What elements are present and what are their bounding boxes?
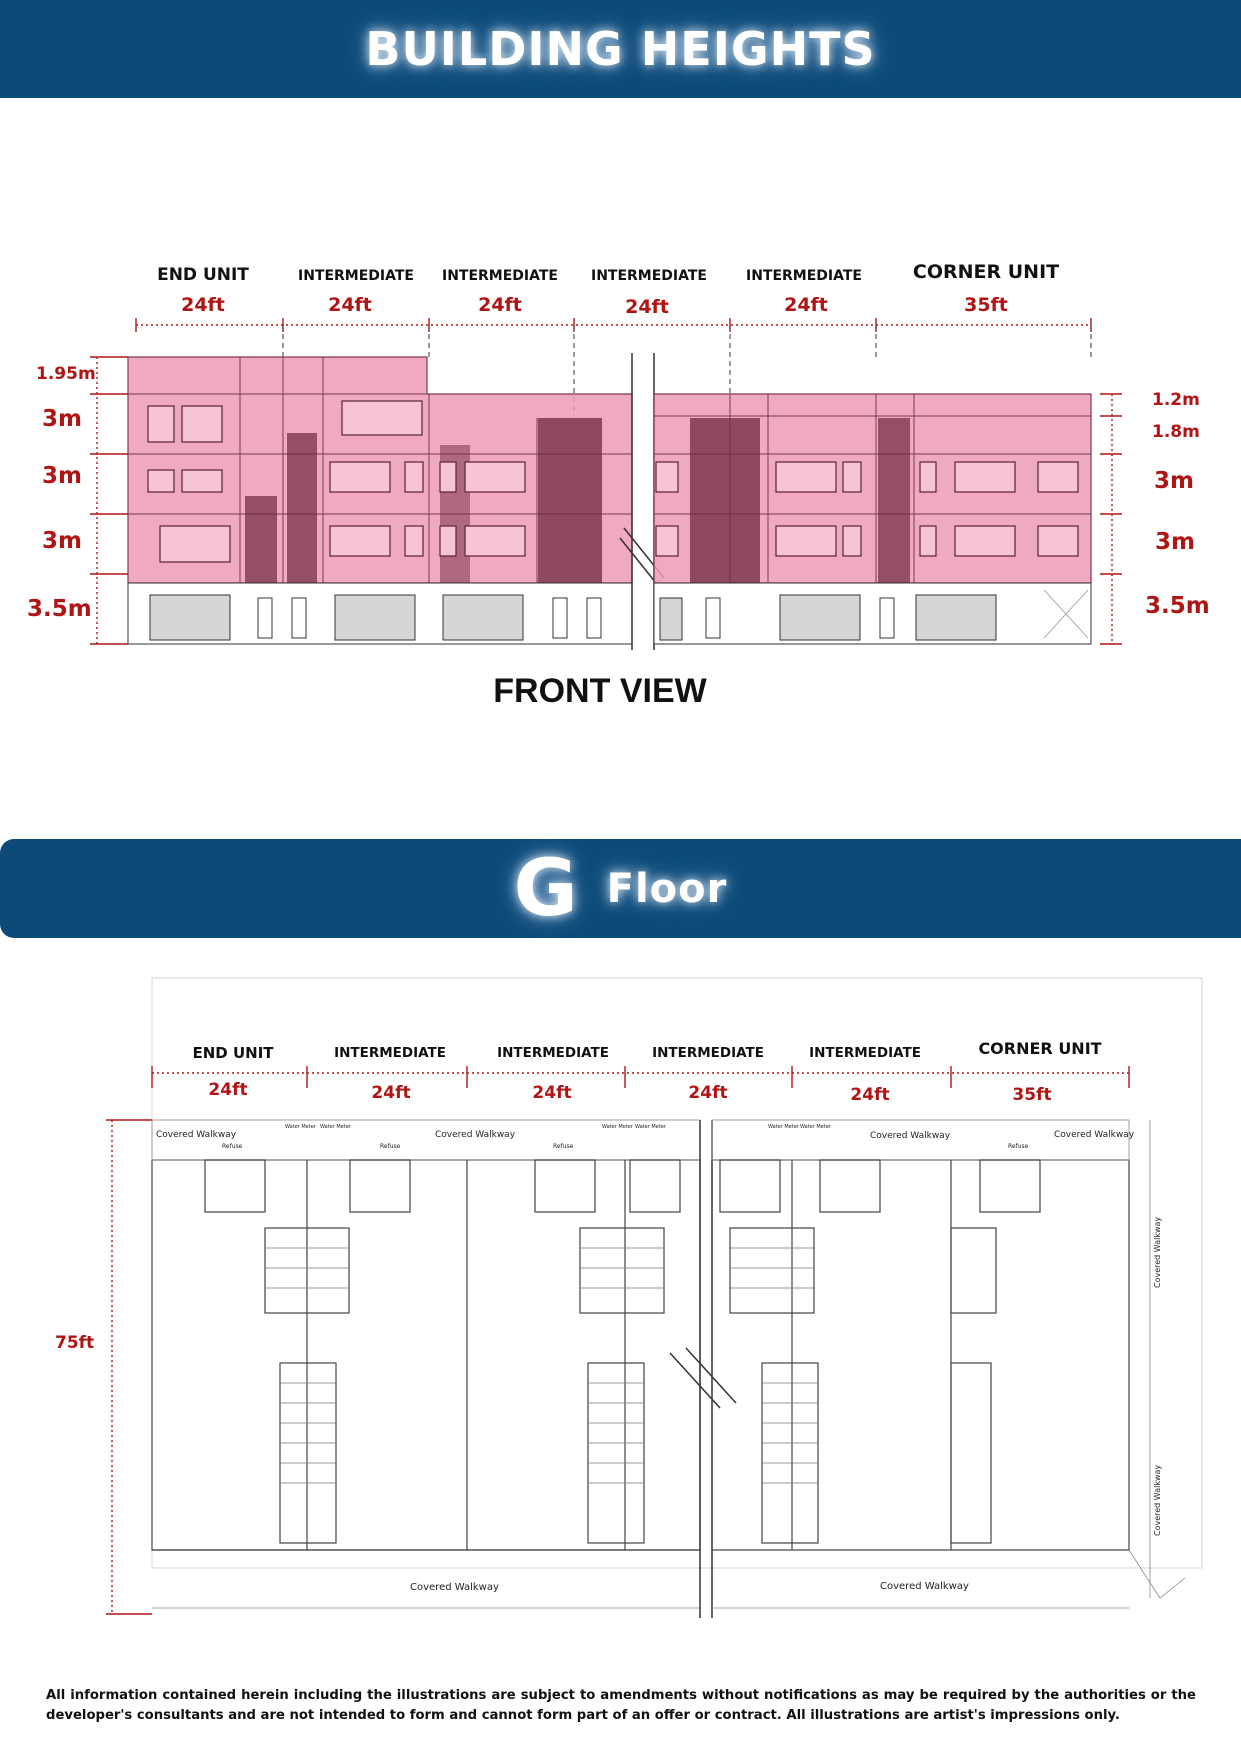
plan-unit-label-1: END UNIT: [192, 1044, 274, 1062]
plan-width-dimension-line: [152, 1066, 1129, 1088]
elev-left-height-5: 3.5m: [27, 596, 92, 622]
elev-unit-width-3: 24ft: [478, 294, 522, 316]
water-meter-label-1: Water Meter: [285, 1124, 316, 1130]
elev-facade-left: [128, 357, 632, 644]
elev-left-height-dimension: [90, 357, 128, 644]
plan-unit-label-2: INTERMEDIATE: [334, 1045, 446, 1061]
elev-facade-right: [654, 394, 1091, 644]
elev-unit-width-5: 24ft: [784, 294, 828, 316]
elev-right-height-2: 1.8m: [1152, 422, 1200, 442]
plan-unit-width-1: 24ft: [208, 1080, 248, 1100]
elev-unit-width-4: 24ft: [625, 296, 669, 318]
elev-unit-label-2: INTERMEDIATE: [297, 268, 415, 284]
covered-walkway-label-3: Covered Walkway: [870, 1131, 951, 1141]
building-heights-banner: [0, 0, 1241, 98]
plan-sheet-border: [152, 978, 1202, 1568]
refuse-label-1: Refuse: [222, 1143, 243, 1150]
g-floor-plan-drawing: [0, 938, 1241, 1678]
elev-right-height-1: 1.2m: [1152, 390, 1200, 410]
elev-left-height-4: 3m: [42, 528, 82, 554]
covered-walkway-label-6: Covered Walkway: [880, 1581, 969, 1592]
floor-letter: G: [513, 843, 579, 934]
plan-unit-width-5: 24ft: [850, 1085, 890, 1105]
elev-right-height-3: 3m: [1154, 468, 1194, 494]
covered-walkway-label-vert-1: Covered Walkway: [1153, 1216, 1162, 1288]
refuse-label-3: Refuse: [553, 1143, 574, 1150]
covered-walkway-label-2: Covered Walkway: [435, 1130, 516, 1140]
plan-block-left: [152, 1120, 700, 1608]
elev-unit-width-1: 24ft: [181, 294, 225, 316]
floor-title: Floor: [606, 865, 728, 912]
plan-depth-label: 75ft: [55, 1333, 95, 1353]
elev-unit-label-6: CORNER UNIT: [912, 261, 1060, 283]
plan-unit-label-4: INTERMEDIATE: [652, 1045, 764, 1061]
water-meter-label-4: Water Meter: [635, 1124, 666, 1130]
plan-unit-label-3: INTERMEDIATE: [497, 1045, 609, 1061]
water-meter-label-2: Water Meter: [320, 1124, 351, 1130]
elev-left-height-3: 3m: [42, 463, 82, 489]
plan-block-right: [712, 1120, 1185, 1608]
disclaimer-text: All information contained herein including the illustrations are subject to amendments without notifications as may be required by the authorities or the developer's consultants and are not intended to form and cannot form part of an offer or contract. All illustrations are artist's impressions only.: [46, 1688, 1196, 1723]
banner-title: BUILDING HEIGHTS: [365, 22, 876, 76]
elev-left-height-2: 3m: [42, 406, 82, 432]
refuse-label-4: Refuse: [1008, 1143, 1029, 1150]
water-meter-label-6: Water Meter: [800, 1124, 831, 1130]
plan-unit-width-4: 24ft: [688, 1083, 728, 1103]
water-meter-label-3: Water Meter: [602, 1124, 633, 1130]
elev-unit-width-2: 24ft: [328, 294, 372, 316]
plan-unit-label-6: CORNER UNIT: [978, 1039, 1102, 1058]
covered-walkway-label-5: Covered Walkway: [410, 1582, 499, 1593]
plan-depth-dimension-line: [106, 1120, 152, 1614]
elev-unit-label-1: END UNIT: [157, 265, 249, 285]
front-view-title: FRONT VIEW: [493, 672, 707, 710]
elev-right-height-dimension: [1100, 394, 1122, 644]
water-meter-label-5: Water Meter: [768, 1124, 799, 1130]
plan-unit-width-6: 35ft: [1012, 1085, 1052, 1105]
g-floor-banner: [0, 839, 1241, 938]
elev-left-height-1: 1.95m: [36, 364, 96, 384]
elev-unit-label-4: INTERMEDIATE: [590, 268, 708, 284]
elev-unit-width-6: 35ft: [964, 294, 1008, 316]
refuse-label-2: Refuse: [380, 1143, 401, 1150]
covered-walkway-label-vert-2: Covered Walkway: [1153, 1464, 1162, 1536]
plan-unit-width-2: 24ft: [371, 1083, 411, 1103]
elev-right-height-5: 3.5m: [1145, 593, 1210, 619]
covered-walkway-label-1: Covered Walkway: [156, 1130, 237, 1140]
covered-walkway-label-4: Covered Walkway: [1054, 1130, 1135, 1140]
elev-unit-label-5: INTERMEDIATE: [745, 268, 863, 284]
elev-right-height-4: 3m: [1155, 529, 1195, 555]
plan-unit-width-3: 24ft: [532, 1083, 572, 1103]
elev-unit-label-3: INTERMEDIATE: [441, 268, 559, 284]
elev-width-dimension-line: [136, 318, 1091, 332]
plan-unit-label-5: INTERMEDIATE: [809, 1045, 921, 1061]
